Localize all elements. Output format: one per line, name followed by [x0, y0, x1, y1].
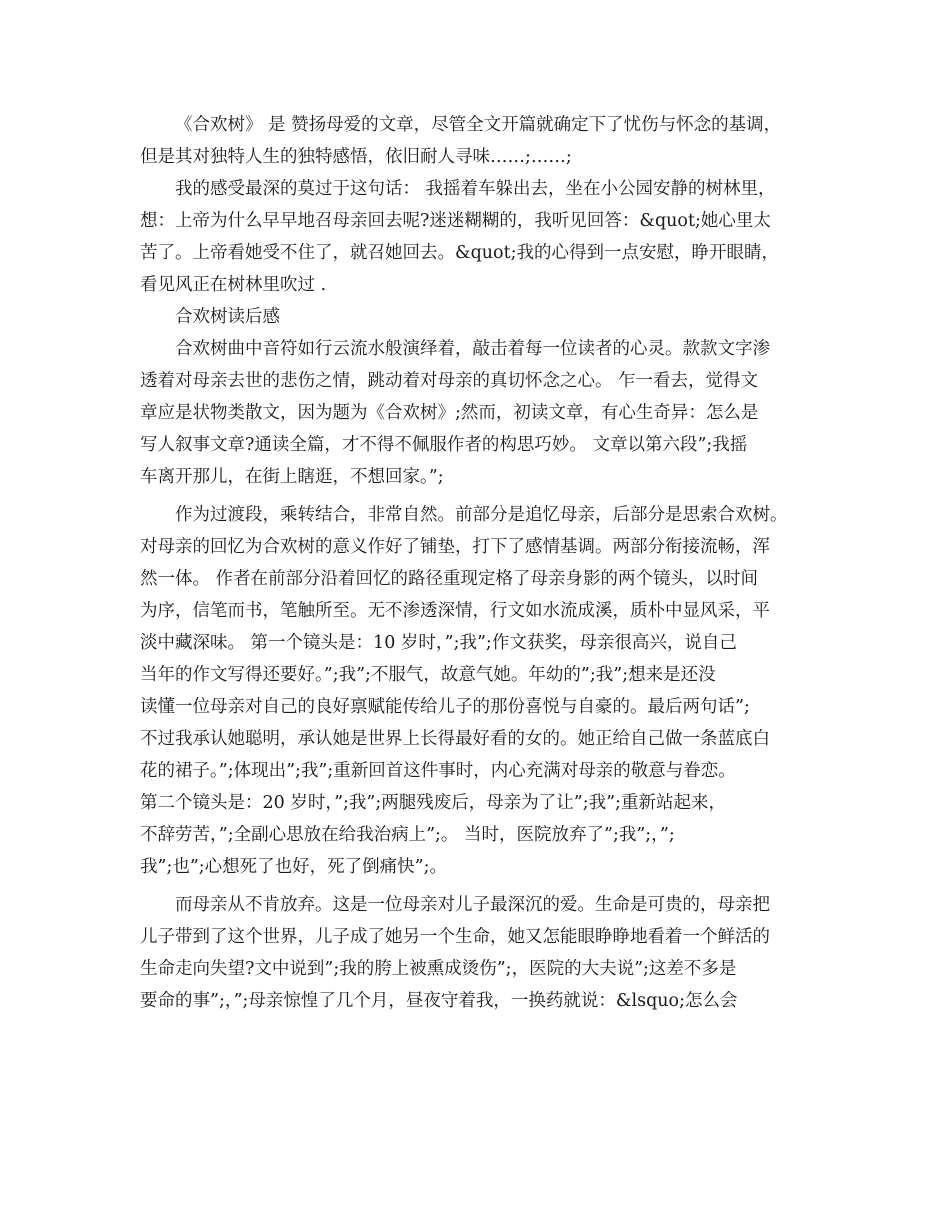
- text-line: 作为过渡段，乘转结合，非常自然。前部分是追忆母亲，后部分是思索合欢树。: [175, 505, 788, 525]
- text-line: 不过我承认她聪明，承认她是世界上长得最好看的女的。她正给自己做一条蓝底白: [140, 729, 770, 749]
- text-line: 为序，信笔而书，笔触所至。无不渗透深情，行文如水流成溪，质朴中显风采，平: [140, 601, 770, 621]
- text-line: 生命走向失望?文中说到”;我的胯上被熏成烫伤”;，医院的大夫说”;这差不多是: [140, 959, 737, 979]
- text-line: 看见风正在树林里吹过 .: [140, 275, 327, 295]
- text-line: 不辞劳苦，”;全副心思放在给我治病上”;。 当时，医院放弃了”;我”;，”;: [140, 825, 675, 845]
- text-line: 想：上帝为什么早早地召母亲回去呢?迷迷糊糊的，我听见回答：&quot;她心里太: [140, 211, 771, 231]
- text-line: 要命的事”;，”;母亲惊惶了几个月，昼夜守着我，一换药就说：&lsquo;怎么会: [140, 991, 738, 1011]
- document-body: [140, 109, 820, 1017]
- section-heading: 合欢树读后感: [175, 307, 280, 327]
- paragraph-transition: [140, 499, 820, 883]
- text-line: 儿子带到了这个世界，儿子成了她另一个生命，她又怎能眼睁睁地看着一个鲜活的: [140, 927, 770, 947]
- text-line: 合欢树曲中音符如行云流水般演绎着，敲击着每一位读者的心灵。款款文字渗: [175, 339, 770, 359]
- text-line: 苦了。上帝看她受不住了，就召她回去。&quot;我的心得到一点安慰，睁开眼睛，: [140, 243, 780, 263]
- text-line: 对母亲的回忆为合欢树的意义作好了铺垫，打下了感情基调。两部分衔接流畅，浑: [140, 537, 770, 557]
- text-line: 透着对母亲去世的悲伤之情，跳动着对母亲的真切怀念之心。 乍一看去，觉得文: [140, 371, 759, 391]
- text-line: 但是其对独特人生的独特感悟，依旧耐人寻味……;……;: [140, 147, 572, 167]
- paragraph-analysis: [140, 333, 820, 493]
- text-line: 写人叙事文章?通读全篇，才不得不佩服作者的构思巧妙。 文章以第六段”;我摇: [140, 435, 748, 455]
- text-line: 花的裙子。”;体现出”;我”;重新回首这件事时，内心充满对母亲的敬意与眷恋。: [140, 761, 736, 781]
- text-line: 我的感受最深的莫过于这句话： 我摇着车躲出去，坐在小公园安静的树林里，: [175, 179, 776, 199]
- text-line: 我”;也”;心想死了也好，死了倒痛快”;。: [140, 857, 448, 877]
- text-line: 淡中藏深味。 第一个镜头是：10 岁时，”;我”;作文获奖，母亲很高兴，说自己: [140, 633, 737, 653]
- text-line: 而母亲从不肯放弃。这是一位母亲对儿子最深沉的爱。生命是可贵的，母亲把: [175, 895, 770, 915]
- text-line: 然一体。 作者在前部分沿着回忆的路径重现定格了母亲身影的两个镜头，以时间: [140, 569, 759, 589]
- paragraph-quote: [140, 173, 820, 301]
- text-line: 车离开那儿，在街上瞎逛，不想回家。”;: [140, 467, 444, 487]
- text-line: 章应是状物类散文，因为题为《合欢树》;然而，初读文章，有心生奇异：怎么是: [140, 403, 759, 423]
- text-line: 当年的作文写得还要好。”;我”;不服气，故意气她。年幼的”;我”;想来是还没: [140, 665, 716, 685]
- paragraph-mother-love: [140, 889, 820, 1017]
- text-line: 第二个镜头是：20 岁时，”;我”;两腿残废后，母亲为了让”;我”;重新站起来，: [140, 793, 726, 813]
- section-title: [140, 301, 820, 333]
- paragraph-intro: [140, 109, 820, 173]
- text-line: 读懂一位母亲对自己的良好禀赋能传给儿子的那份喜悦与自豪的。最后两句话”;: [140, 697, 750, 717]
- text-line: 《合欢树》 是 赞扬母爱的文章，尽管全文开篇就确定下了忧伤与怀念的基调，: [175, 115, 782, 135]
